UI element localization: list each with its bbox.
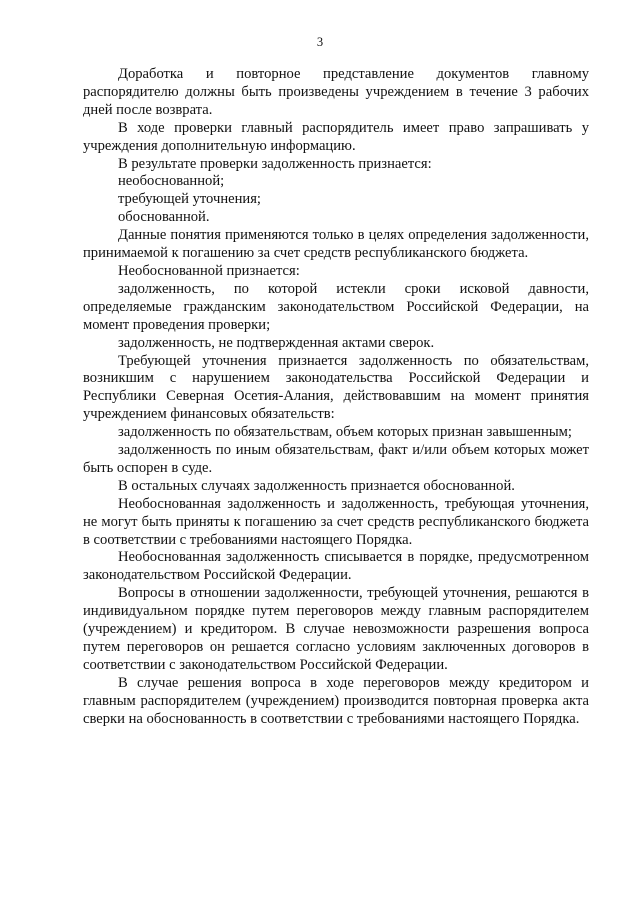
paragraph-repeat-check: В случае решения вопроса в ходе переговоров между кредитором и главным распорядителем (учреждением) производится повторная проверка акта сверки на обоснованность в соответствии с требованиями настоящего Порядка. (83, 674, 589, 727)
paragraph-request-info: В ходе проверки главный распорядитель имеет право запрашивать у учреждения дополнительную информацию. (83, 119, 589, 154)
list-item-disputable: задолженность по иным обязательствам, факт и/или объем которых может быть оспорен в суде. (83, 442, 589, 476)
list-item-overstated-volume: задолженность по обязательствам, объем которых признан завышенным; (118, 424, 572, 441)
list-item-requires-clarification: требующей уточнения; (118, 191, 261, 208)
document-body (83, 66, 589, 729)
list-item-not-confirmed: задолженность, не подтвержденная актами сверок. (118, 334, 435, 351)
list-item-statute-of-limitations: задолженность, по которой истекли сроки исковой давности, определяемые гражданским законодательством Российской Федерации, на момент проведения проверки; (83, 280, 589, 333)
paragraph-rework-deadline: Доработка и повторное представление документов главному распорядителю должны быть произведены учреждением в течение 3 рабочих дней после возврата. (83, 66, 589, 118)
paragraph-concepts-scope: Данные понятия применяются только в целях определения задолженности, принимаемой к погашению за счет средств республиканского бюджета. (83, 227, 589, 262)
list-item-unfounded: необоснованной; (118, 173, 225, 190)
paragraph-debt-recognized: В результате проверки задолженность признается: (118, 155, 432, 172)
paragraph-other-cases: В остальных случаях задолженность признается обоснованной. (118, 477, 515, 494)
paragraph-negotiations: Вопросы в отношении задолженности, требующей уточнения, решаются в индивидуальном порядке путем переговоров между главным распорядителем (учреждением) и кредитором. В случае невозможности разрешения вопроса путем переговоров он решается согласно условиям заключенных договоров в соответствии с законодательством Российской Федерации. (83, 585, 589, 673)
paragraph-unfounded-heading: Необоснованной признается: (118, 262, 300, 279)
list-item-founded: обоснованной. (118, 209, 210, 226)
paragraph-write-off: Необоснованная задолженность списывается в порядке, предусмотренном законодательством Российской Федерации. (83, 549, 589, 584)
paragraph-clarification-definition: Требующей уточнения признается задолженность по обязательствам, возникшим с нарушением законодательства Российской Федерации и Республики Северная Осетия-Алания, действовавшим на момент принятия учреждением финансовых обязательств: (83, 352, 589, 423)
page-number: 3 (316, 35, 324, 49)
paragraph-not-accepted: Необоснованная задолженность и задолженность, требующая уточнения, не могут быть приняты к погашению за счет средств республиканского бюджета в соответствии с требованиями настоящего Порядка. (83, 495, 589, 548)
